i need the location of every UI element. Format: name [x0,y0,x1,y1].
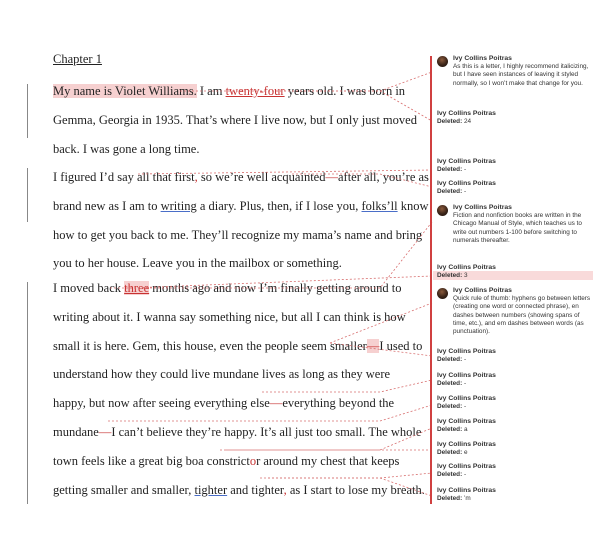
deletion-balloon[interactable]: Ivy Collins Poitras Deleted: - [437,463,593,479]
deletion-balloon[interactable]: Ivy Collins Poitras Deleted: - [437,348,593,364]
deleted-value: - [464,471,467,479]
change-bar [27,282,28,504]
deletion-balloon[interactable]: Ivy Collins Poitras Deleted: 24 [437,110,593,126]
deletion-balloon[interactable]: Ivy Collins Poitras Deleted: - [437,158,593,174]
comment-author: Ivy Collins Poitras [437,418,496,425]
comment-balloon[interactable] [453,55,595,88]
inserted-text[interactable]: three [124,281,150,295]
change-bar [27,168,28,222]
comment-author: Ivy Collins Poitras [437,463,496,470]
deleted-mark[interactable]: , [194,170,198,184]
deletion-balloon[interactable]: Ivy Collins Poitras Deleted: a [437,418,593,434]
comment-author: Ivy Collins Poitras [437,180,496,187]
comment-author: Ivy Collins Poitras [437,158,496,165]
inserted-letter[interactable]: o [249,453,257,468]
inserted-text[interactable]: twenty-four [225,84,285,98]
change-bar [27,84,28,138]
author-avatar [437,205,448,216]
comment-author: Ivy Collins Poitras [437,348,496,355]
deleted-value: a [464,426,468,434]
text-line: mundane—I can’t believe they’re happy. It’s all just too small. The whole [53,424,422,439]
text-line: happy, but now after seeing everything else—everything beyond the [53,396,395,411]
comment-author: Ivy Collins Poitras [453,287,512,294]
comment-balloon[interactable] [453,204,595,245]
text-line: back. I was gone a long time. [53,141,200,156]
grammar-flag[interactable]: tighter [194,482,228,497]
deleted-value: 3 [464,272,468,280]
comment-text: Quick rule of thumb: hyphens go between letters (creating one word or connected phrase), en dashes between numbers (showing spans of time, etc.), and em dashes between words (as punctuation). [453,295,591,336]
inserted-dash[interactable]: — [366,338,380,353]
inserted-dash[interactable]: — [325,170,338,184]
text-line: I moved back three months ago and now I’m finally getting around to [53,281,402,295]
deletion-balloon[interactable]: Ivy Collins Poitras Deleted: e [437,441,593,457]
comment-author: Ivy Collins Poitras [437,110,496,117]
deleted-value: - [464,188,467,196]
comment-author: Ivy Collins Poitras [437,372,496,379]
paragraph-3[interactable] [53,274,425,504]
text-line: writing about it. I wanna say something nice, but all I can think is how [53,309,406,324]
inserted-dash[interactable]: — [98,424,112,439]
text-line: understand how they could live mundane lives as long as they were [53,367,391,382]
inserted-dash[interactable]: — [269,396,283,411]
text-line: how to get you back to me. They’ll recognize my mama’s name and bring [53,227,423,242]
text-line: you to her house. Leave you in the mailbox or something. [53,256,342,271]
text-line: Gemma, Georgia in 1935. That’s where I live now, but I only just moved [53,112,417,127]
deleted-value: - [464,380,467,388]
text-line: brand new as I am to writing a diary. Plus, then, if I lose you, folks’ll know [53,198,429,213]
comment-author: Ivy Collins Poitras [437,264,496,271]
deletion-balloon[interactable]: Ivy Collins Poitras Deleted: - [437,180,593,196]
deletion-balloon[interactable]: Ivy Collins Poitras Deleted: ’m [437,487,593,503]
paragraph-2[interactable] [53,163,429,278]
deletion-balloon[interactable]: Ivy Collins Poitras Deleted: - [437,372,593,388]
comment-author: Ivy Collins Poitras [437,441,496,448]
comment-author: Ivy Collins Poitras [437,487,496,494]
deleted-value: 24 [464,118,472,126]
text-line: I figured I’d say all that first, so we’re well acquainted—after all, you’re as [53,170,429,184]
comment-author: Ivy Collins Poitras [437,395,496,402]
deletion-balloon[interactable]: Ivy Collins Poitras Deleted: - [437,395,593,411]
deleted-value: ’m [464,495,471,503]
chapter-heading: Chapter 1 [53,52,102,66]
deleted-value: - [464,166,467,174]
revision-bar [430,56,432,504]
author-avatar [437,288,448,299]
deletion-balloon[interactable]: Ivy Collins Poitras Deleted: 3 [437,264,593,280]
deleted-value: - [464,403,467,411]
text-line: town feels like a great big boa constrictor around my chest that keeps [53,453,400,468]
text-line: My name is Violet Williams. I am twenty-four years old. I was born in [53,84,406,98]
comment-author: Ivy Collins Poitras [453,55,512,62]
text-line: small it is here. Gem, this house, even the people seem smaller—I used to [53,338,423,353]
comment-text: As this is a letter, I highly recommend italicizing, but I have seen instances of leaving it styled normally, so I won’t make that change for you. [453,63,589,87]
paragraph-1[interactable] [53,77,417,163]
grammar-flag[interactable]: writing [160,198,197,213]
comment-balloon[interactable] [453,287,595,336]
text-line: getting smaller and smaller, tighter and tighter, as I start to lose my breath. [53,482,425,497]
highlighted-text[interactable]: My name is Violet Williams. [53,84,197,98]
author-avatar [437,56,448,67]
grammar-flag[interactable]: folks’ll [361,198,398,213]
comment-author: Ivy Collins Poitras [453,204,512,211]
deleted-value: e [464,449,468,457]
comment-text: Fiction and nonfiction books are written in the Chicago Manual of Style, which teaches us to write out numbers 1-100 before switching to numerals thereafter. [453,212,582,244]
deleted-value: - [464,356,467,364]
deleted-mark[interactable]: , [283,482,287,497]
